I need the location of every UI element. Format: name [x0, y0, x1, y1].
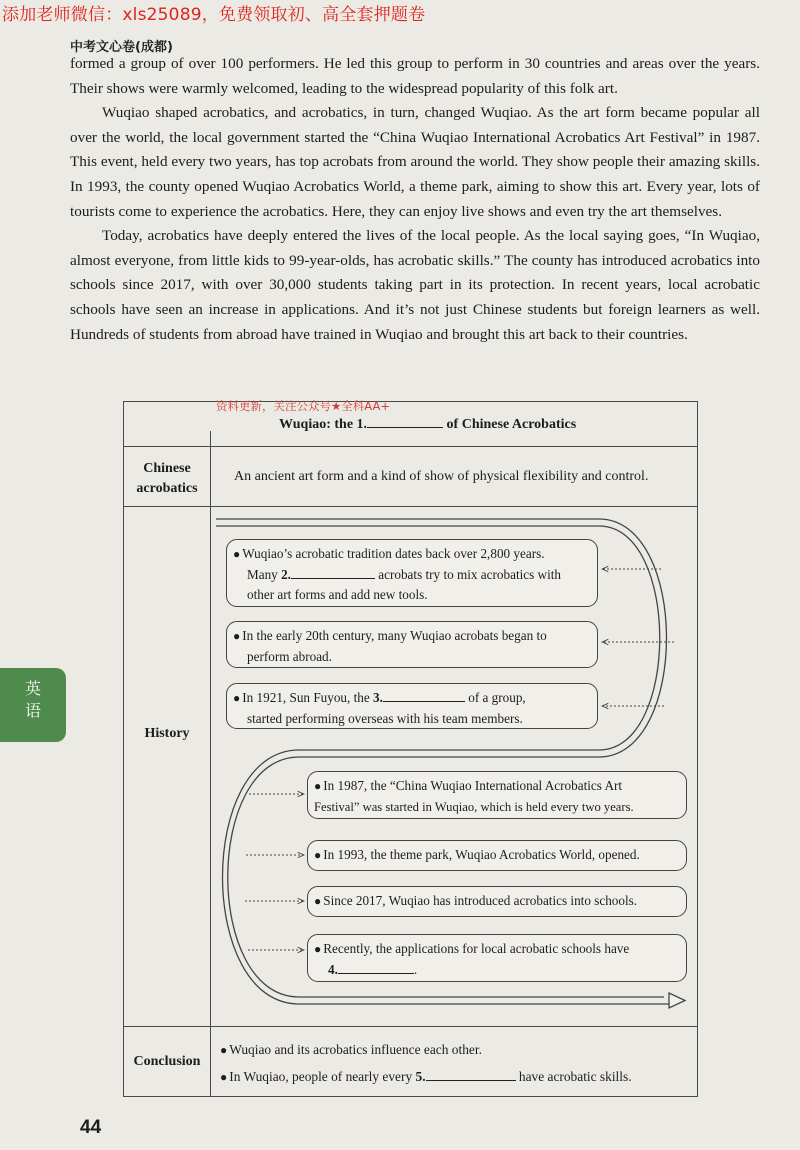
bullet-icon: ●: [233, 691, 241, 705]
paragraph: Wuqiao shaped acrobatics, and acrobatics, in turn, changed Wuqiao. As the art form became popular all over the world, the local government started the “China Wuqiao International Acrobatics Art Festival” in 1987. This event, held every two years, has top acrobats from around the world. They show people their amazing skills. In 1993, the county opened Wuqiao Acrobatics World, a theme park, aiming to show this art. Every year, lots of tourists come to experience the acrobatics. Here, they can enjoy live shows and even try the art themselves.: [70, 104, 760, 220]
timeline-box-1: [226, 539, 598, 607]
subject-tab: [0, 668, 66, 742]
title-text: of Chinese Acrobatics: [443, 417, 577, 432]
timeline-text: Since 2017, Wuqiao has introduced acrobatics into schools.: [323, 893, 638, 908]
bullet-icon: ●: [220, 1070, 228, 1084]
chinese-acrobatics-description: An ancient art form and a kind of show of physical flexibility and control.: [234, 469, 649, 484]
subject-tab-char: 语: [24, 701, 41, 720]
paragraph: formed a group of over 100 performers. He led this group to perform in 30 countries and areas over the years. Their shows were warmly welcomed, leading to the widespread popularity of this folk art.: [70, 55, 760, 97]
timeline-text: Wuqiao’s acrobatic tradition dates back over 2,800 years.: [242, 546, 545, 561]
timeline-text: In 1921, Sun Fuyou, the: [242, 690, 374, 705]
timeline-box-4: [307, 771, 687, 819]
bullet-icon: ●: [314, 848, 322, 862]
timeline-box-5: [307, 840, 687, 871]
paragraph: Today, acrobatics have deeply entered the lives of the local people. As the local saying goes, “In Wuqiao, almost everyone, from little kids to 99-year-olds, has acrobatic skills.” The county has introduced acrobatics into schools since 2017, with over 30,000 students taking part in its protection. In recent years, local acrobatic schools have seen an increase in applications. And it’s not just Chinese students but foreign learners as well. Hundreds of students from abroad have trained in Wuqiao and brought this art back to their countries.: [70, 227, 760, 343]
conclusion-text: have acrobatic skills.: [515, 1069, 632, 1084]
answer-blank-2[interactable]: [291, 566, 375, 579]
answer-blank-3[interactable]: [383, 689, 465, 702]
page-number: 44: [80, 1117, 102, 1138]
timeline-text: acrobats try to mix acrobatics with: [374, 566, 562, 582]
row-label-line: acrobatics: [136, 481, 198, 496]
timeline-text: Recently, the applications for local acrobatic schools have: [323, 941, 630, 956]
blank-number: 2.: [281, 566, 291, 582]
timeline-text: started performing overseas with his team members.: [247, 710, 523, 726]
bullet-icon: ●: [314, 942, 322, 956]
conclusion-text: Wuqiao and its acrobatics influence each other.: [229, 1042, 482, 1057]
blank-number: 4.: [328, 961, 338, 977]
timeline-box-3: [226, 683, 598, 729]
blank-number: 5.: [415, 1069, 426, 1084]
bullet-icon: ●: [220, 1043, 228, 1057]
subject-tab-char: 英: [24, 679, 41, 698]
timeline-text: In 1987, the “China Wuqiao International Acrobatics Art: [323, 778, 623, 793]
conclusion-line-2: [220, 1068, 632, 1085]
watermark-text: 添加老师微信：xls25089，免费领取初、高全套押题卷: [2, 5, 426, 25]
bullet-icon: ●: [233, 629, 241, 643]
row-label-conclusion: Conclusion: [133, 1054, 201, 1069]
row-label-history: History: [144, 726, 190, 741]
reading-passage: [70, 52, 760, 347]
answer-blank-5[interactable]: [426, 1068, 516, 1081]
timeline-text: .: [413, 961, 418, 977]
page-header: 中考文心卷(成都): [70, 40, 173, 55]
conclusion-line-1: [220, 1042, 482, 1058]
row-label-line: Chinese: [143, 461, 191, 476]
conclusion-text: In Wuqiao, people of nearly every: [229, 1069, 416, 1084]
timeline-text: perform abroad.: [247, 648, 332, 664]
blank-number: 3.: [373, 690, 383, 705]
timeline-text: of a group,: [464, 690, 526, 705]
timeline-text: In 1993, the theme park, Wuqiao Acrobatics World, opened.: [323, 847, 640, 862]
timeline-text: other art forms and add new tools.: [247, 587, 428, 602]
bullet-icon: ●: [233, 547, 241, 561]
title-text: Wuqiao: the: [279, 417, 357, 432]
bullet-icon: ●: [314, 779, 322, 793]
timeline-box-2: [226, 621, 598, 668]
timeline-flow-arrow: [124, 402, 699, 1098]
blank-number: 1.: [356, 417, 368, 432]
timeline-text: In the early 20th century, many Wuqiao acrobats began to: [242, 628, 547, 643]
timeline-text: Festival” was started in Wuqiao, which is held every two years.: [314, 799, 634, 814]
update-notice: 资料更新，关注公众号★全科AA+: [216, 399, 390, 413]
timeline-text: Many: [247, 566, 282, 582]
timeline-box-6: [307, 886, 687, 917]
bullet-icon: ●: [314, 894, 322, 908]
answer-blank-4[interactable]: [338, 961, 414, 974]
timeline-box-7: [307, 934, 687, 982]
outline-table: [123, 401, 698, 1097]
